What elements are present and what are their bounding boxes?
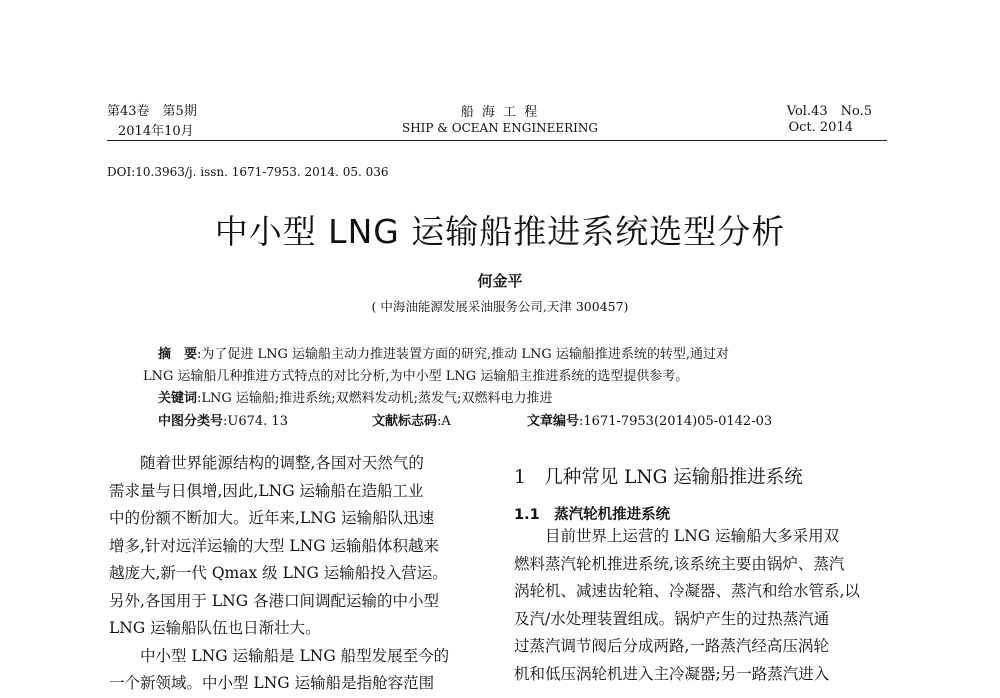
right-column <box>514 523 894 688</box>
abstract-line-2: LNG 运输船几种推进方式特点的对比分析,为中小型 LNG 运输船主推进系统的选型提供参考。 <box>143 369 689 384</box>
author-name: 何金平 <box>477 272 523 290</box>
clc-label: 中图分类号 <box>158 414 224 429</box>
left-para1-line: LNG 运输船队伍也日渐壮大。 <box>109 619 321 637</box>
left-para1-line: 中的份额不断加大。近年来,LNG 运输船队迅速 <box>109 509 435 527</box>
left-para1-line: 需求量与日俱增,因此,LNG 运输船在造船工业 <box>109 481 424 500</box>
left-para1-line: 增多,针对远洋运输的大型 LNG 运输船体积越来 <box>109 536 440 555</box>
right-para1-line: 机和低压涡轮机进入主冷凝器;另一路蒸汽进入 <box>514 664 830 683</box>
keywords-line <box>158 387 552 406</box>
article-number-value: :1671-7953(2014)05-0142-03 <box>579 414 773 429</box>
section-1-1-heading: 1.1 蒸汽轮机推进系统 <box>514 507 671 523</box>
section-1-heading: 1 几种常见 LNG 运输船推进系统 <box>514 467 803 488</box>
article-number <box>527 410 772 429</box>
right-para1-line: 燃料蒸汽轮机推进系统,该系统主要由锅炉、蒸汽 <box>514 554 845 573</box>
right-para1-line: 涡轮机、减速齿轮箱、冷凝器、蒸汽和给水管系,以 <box>514 582 860 600</box>
journal-vol-no: Vol.43 No.5 <box>786 104 872 119</box>
right-para1-line: 及汽/水处理装置组成。锅炉产生的过热蒸汽通 <box>514 609 830 628</box>
journal-name-cn: 船 海 工 程 <box>460 105 540 120</box>
doi: DOI:10.3963/j. issn. 1671-7953. 2014. 05. 036 <box>107 165 389 179</box>
doc-code-label: 文献标志码 <box>372 414 438 429</box>
left-column <box>109 450 489 698</box>
article-title: 中小型 LNG 运输船推进系统选型分析 <box>214 212 786 251</box>
left-para1-line: 越庞大,新一代 Qmax 级 LNG 运输船投入营运。 <box>109 564 448 582</box>
abstract-text-1: :为了促进 LNG 运输船主动力推进装置方面的研究,推动 LNG 运输船推进系统的转型,通过对 <box>197 347 729 362</box>
left-para1-line: 另外,各国用于 LNG 各港口间调配运输的中小型 <box>109 591 440 610</box>
left-para2-line: 一个新领域。中小型 LNG 运输船是指舱容范围 <box>109 674 435 692</box>
clc-number <box>158 410 288 429</box>
left-para1-line: 随着世界能源结构的调整,各国对天然气的 <box>140 454 424 472</box>
journal-name-en: SHIP & OCEAN ENGINEERING <box>401 121 599 135</box>
document-code <box>372 410 451 429</box>
doc-code-value: :A <box>437 414 451 429</box>
journal-date: 2014年10月 <box>118 124 194 139</box>
article-number-label: 文章编号 <box>527 414 580 429</box>
header-rule <box>107 140 887 141</box>
right-para1-line: 过蒸汽调节阀后分成两路,一路蒸汽经高压涡轮 <box>514 637 829 655</box>
right-para1-line: 目前世界上运营的 LNG 运输船大多采用双 <box>545 527 840 545</box>
author-affiliation: ( 中海油能源发展采油服务公司,天津 300457) <box>371 299 629 314</box>
abstract-line-1 <box>158 343 729 362</box>
keywords-label: 关键词 <box>158 391 198 406</box>
keywords-text: :LNG 运输船;推进系统;双燃料发动机;蒸发气;双燃料电力推进 <box>197 391 553 406</box>
clc-value: :U674. 13 <box>223 414 288 429</box>
left-para2-line: 中小型 LNG 运输船是 LNG 船型发展至今的 <box>140 646 450 665</box>
abstract-label: 摘 要 <box>158 347 198 362</box>
journal-volume-issue: 第43卷 第5期 <box>107 104 197 119</box>
journal-month-year: Oct. 2014 <box>788 120 853 135</box>
